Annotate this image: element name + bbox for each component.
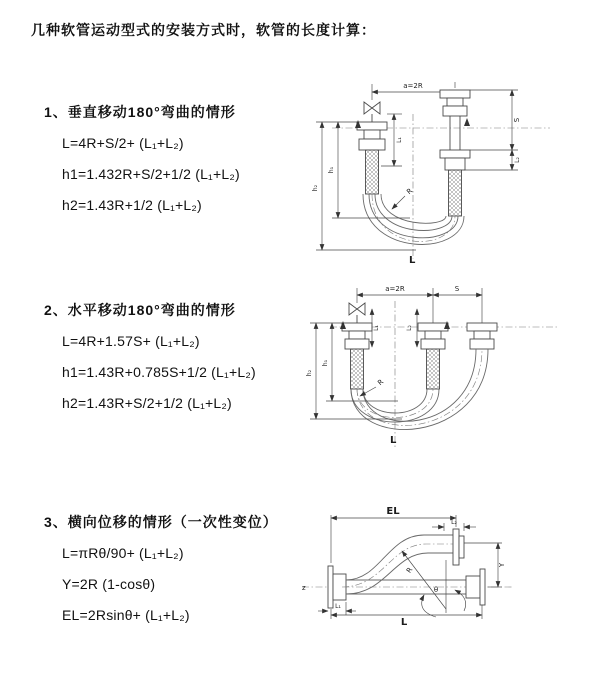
right-flange-original xyxy=(466,569,485,605)
section-3-heading: 3、横向位移的情形（一次性变位） xyxy=(44,514,278,530)
dim-label-theta: θ xyxy=(433,586,439,594)
right-fitting-moved xyxy=(467,323,497,349)
dim-label-l2: L₂ xyxy=(451,519,457,526)
dim-label-l-total: L xyxy=(409,255,416,266)
dim-label-l1: L₁ xyxy=(335,603,341,610)
right-fitting-upper xyxy=(440,90,470,150)
middle-fitting xyxy=(418,323,448,389)
formula: Y=2R (1-cosθ) xyxy=(62,576,156,592)
dim-label-h1: h₁ xyxy=(328,166,335,174)
dim-label-s: S xyxy=(513,117,521,123)
centerlines xyxy=(332,82,550,259)
formula: h2=1.43R+S/2+1/2 (L₁+L₂) xyxy=(62,395,232,411)
section-1 xyxy=(44,102,240,221)
left-fitting xyxy=(342,323,372,389)
formula: L=4R+S/2+ (L₁+L₂) xyxy=(62,135,184,151)
section-1-heading: 1、垂直移动180°弯曲的情形 xyxy=(44,104,236,120)
dim-label-el: EL xyxy=(386,506,400,517)
dim-l2 xyxy=(406,309,417,347)
dim-label-r: R xyxy=(405,186,415,197)
section-3 xyxy=(44,512,278,631)
diagram-horizontal-180-bend xyxy=(306,283,600,463)
dim-l1 xyxy=(372,309,380,347)
right-fitting-lower xyxy=(440,150,470,216)
dim-h1 xyxy=(316,122,410,218)
dim-label-l-total: L xyxy=(390,435,397,446)
dim-label-l1: L₁ xyxy=(396,137,403,143)
dim-label-h2: h₂ xyxy=(306,369,313,377)
upper-flange-displaced xyxy=(453,529,464,565)
section-3-formulas xyxy=(62,538,278,631)
section-2-formulas xyxy=(62,326,256,419)
dim-el xyxy=(331,506,456,563)
dim-label-h1: h₁ xyxy=(322,359,329,367)
formula: L=4R+1.57S+ (L₁+L₂) xyxy=(62,333,200,349)
dim-l2 xyxy=(464,150,521,170)
hose-s-curve xyxy=(342,535,456,594)
diagram-vertical-180-bend xyxy=(312,76,590,266)
dim-l1 xyxy=(318,602,356,615)
section-2 xyxy=(44,300,256,419)
formula: h1=1.43R+0.785S+1/2 (L₁+L₂) xyxy=(62,364,256,380)
centerline-mark: z xyxy=(302,584,306,592)
dim-s xyxy=(433,285,482,295)
dim-label-r: R xyxy=(404,566,415,575)
page-title: 几种软管运动型式的安装方式时，软管的长度计算： xyxy=(31,22,376,38)
dim-label-a2r: a=2R xyxy=(385,285,405,293)
dim-l xyxy=(331,605,482,628)
angle-theta xyxy=(422,560,466,617)
section-1-formulas xyxy=(62,128,240,221)
dim-label-l2: L₂ xyxy=(514,157,521,163)
dim-label-y: Y xyxy=(498,562,506,568)
section-2-heading: 2、水平移动180°弯曲的情形 xyxy=(44,302,236,318)
radius-callout xyxy=(392,187,414,209)
dim-label-l1: L₁ xyxy=(373,325,380,331)
formula: h1=1.432R+S/2+1/2 (L₁+L₂) xyxy=(62,166,240,182)
dim-label-l-total: L xyxy=(400,617,408,628)
up-arrow-right xyxy=(464,118,470,126)
formula: h2=1.43R+1/2 (L₁+L₂) xyxy=(62,197,202,213)
formula: EL=2Rsinθ+ (L₁+L₂) xyxy=(62,607,190,623)
dim-a2r xyxy=(357,285,433,295)
dim-label-a2r: a=2R xyxy=(403,82,423,90)
valve-icon xyxy=(349,303,365,323)
formula: L=πRθ/90+ (L₁+L₂) xyxy=(62,545,184,561)
dim-label-h2: h₂ xyxy=(312,184,319,192)
valve-icon xyxy=(364,102,380,122)
left-fitting xyxy=(357,122,387,194)
dim-label-r: R xyxy=(376,377,386,388)
dim-label-l2: L₂ xyxy=(406,325,413,331)
centerlines xyxy=(330,288,558,447)
dim-label-s: S xyxy=(454,285,460,293)
diagram-lateral-displacement xyxy=(298,503,600,643)
dim-s xyxy=(470,90,521,150)
